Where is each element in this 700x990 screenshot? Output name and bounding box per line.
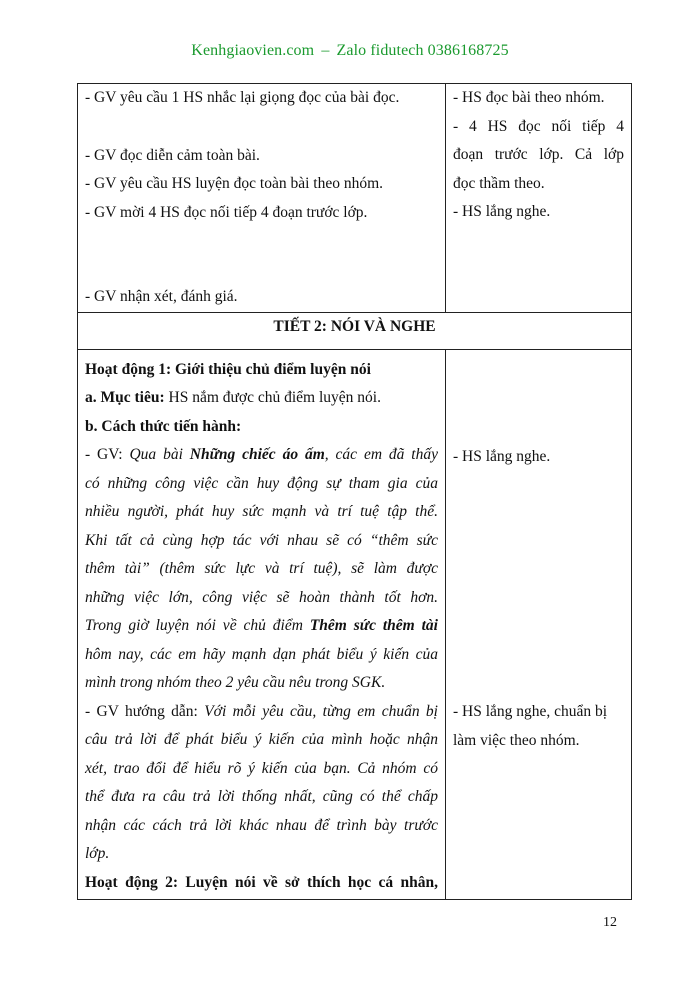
paragraph-line: mình trong nhóm theo 2 yêu cầu nêu trong SGK. [85,674,386,691]
table-row [78,349,632,900]
list-item: đọc thầm theo. [453,174,545,192]
list-item: - GV yêu cầu 1 HS nhắc lại giọng đọc của bài đọc. [85,89,400,106]
header-separator: – [321,42,330,59]
objective-label: a. Mục tiêu: [85,389,165,406]
list-item: - HS lắng nghe. [453,447,551,465]
paragraph-line: - GV: Qua bài Những chiếc áo ấm, các em đã thấy [85,446,438,463]
table-row [78,84,632,313]
paragraph-line: thêm tài” (thêm sức lực và trí tuệ), sẽ làm được [85,560,438,577]
list-item: - GV nhận xét, đánh giá. [85,288,238,305]
method-label: b. Cách thức tiến hành: [85,417,242,435]
list-item: - HS lắng nghe. [453,203,551,220]
section-title: TIẾT 2: NÓI VÀ NGHE [78,312,632,349]
lesson-table [77,83,632,900]
header-site[interactable]: Kenhgiaovien.com [191,42,315,59]
paragraph-line: nhận các cách trả lời khác nhau để trình bày trước [85,816,438,834]
paragraph-line: nhiều người, phát huy sức mạnh và trí tuệ tập thể. [85,503,438,520]
paragraph-line: - GV hướng dẫn: Với mỗi yêu cầu, từng em chuẩn bị [85,702,438,720]
objective-text: HS nắm được chủ điểm luyện nói. [164,389,381,406]
page-number: 12 [603,915,617,930]
page-header [0,42,700,60]
activity-heading: Hoạt động 1: Giới thiệu chủ điểm luyện nói [85,360,371,378]
paragraph-line: hôm nay, các em hãy mạnh dạn phát biểu ý kiến của [85,645,438,663]
list-item: - GV mời 4 HS đọc nối tiếp 4 đoạn trước lớp. [85,203,368,221]
list-item: - HS lắng nghe, chuẩn bị [453,703,608,720]
paragraph-line: xét, trao đổi để hiểu rõ ý kiến của bạn. Cả nhóm có [85,759,438,777]
list-item: - 4 HS đọc nối tiếp 4 [453,117,624,135]
paragraph-line: lớp. [85,845,110,862]
paragraph-line: Trong giờ luyện nói về chủ điểm Thêm sức thêm tài [85,617,438,634]
list-item: làm việc theo nhóm. [453,731,580,749]
paragraph-line: thể đưa ra câu trả lời thống nhất, cũng có thể chấp [85,788,438,805]
teacher-activities-cell [78,349,446,900]
teacher-activities-cell [78,84,446,313]
list-item: - HS đọc bài theo nhóm. [453,89,605,106]
paragraph-line: có những công việc cần huy động sự tham gia của [85,474,438,492]
activity-heading: Hoạt động 2: Luyện nói về sở thích học cá nhân, [85,873,438,891]
paragraph-line: câu trả lời để phát biểu ý kiến của mình hoặc nhận [85,731,438,748]
student-activities-cell [446,84,632,313]
student-activities-cell [446,349,632,900]
list-item: - GV yêu cầu HS luyện đọc toàn bài theo nhóm. [85,175,384,192]
list-item: đoạn trước lớp. Cả lớp [453,146,624,163]
list-item: - GV đọc diễn cảm toàn bài. [85,146,260,164]
table-row [78,312,632,349]
paragraph-line: những việc lớn, công việc sẽ hoàn thành tốt hơn. [85,588,438,606]
header-contact[interactable]: Zalo fidutech 0386168725 [336,42,509,59]
paragraph-line: Khi tất cả cùng hợp tác với nhau sẽ có “thêm sức [85,531,438,549]
